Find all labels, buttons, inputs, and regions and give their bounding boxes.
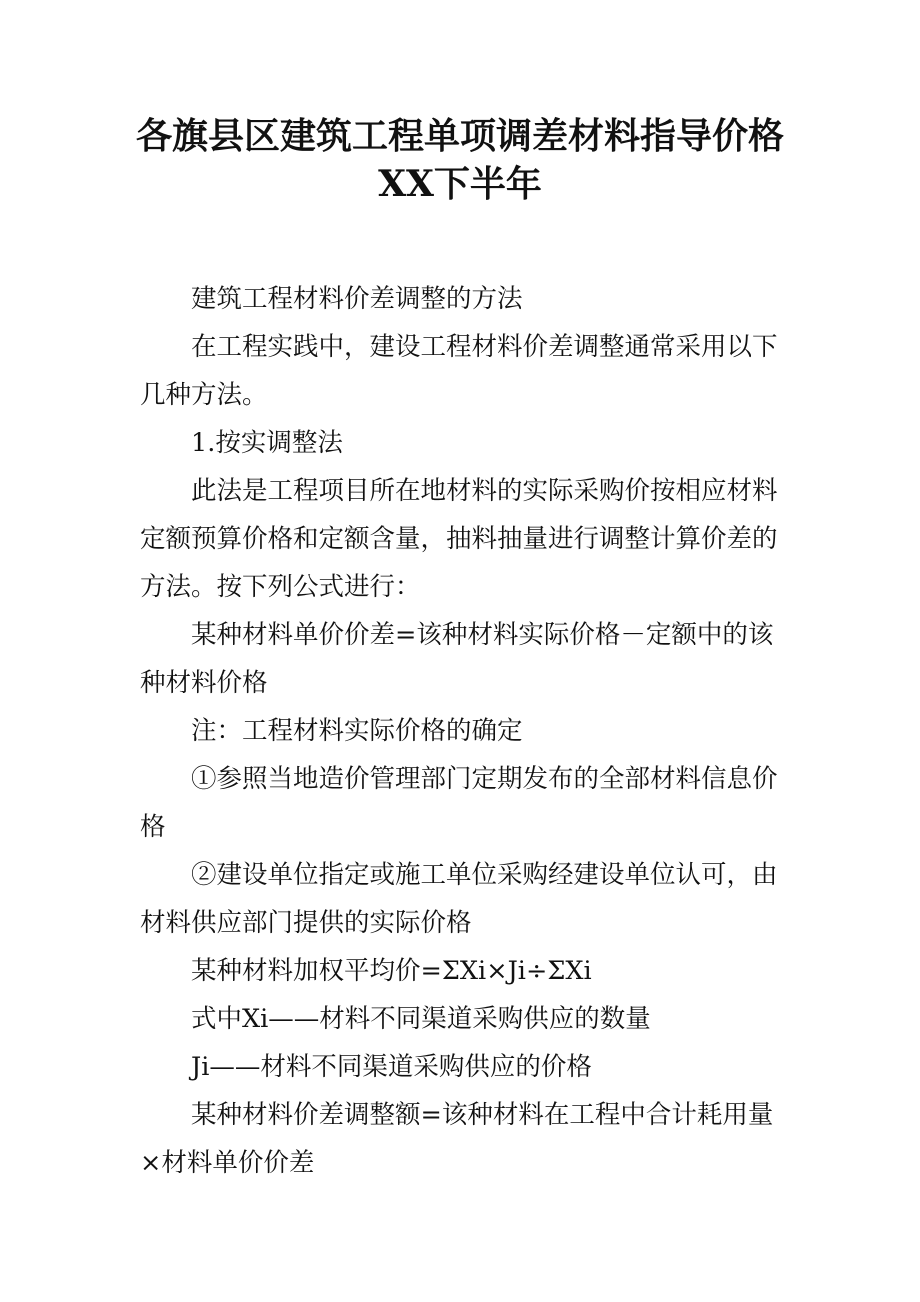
paragraph: 在工程实践中，建设工程材料价差调整通常采用以下几种方法。: [140, 332, 778, 410]
formula-adjustment-amount: 某种材料价差调整额=该种材料在工程中合计耗用量×材料单价价差: [140, 1100, 774, 1178]
paragraph: 此法是工程项目所在地材料的实际采购价按相应材料定额预算价格和定额含量，抽料抽量进行调整计算价差的方法。按下列公式进行：: [140, 476, 778, 602]
paragraph-method-1: 1.按实调整法: [191, 428, 343, 458]
document-title: 各旗县区建筑工程单项调差材料指导价格XX下半年: [135, 115, 784, 205]
note-item-1: ①参照当地造价管理部门定期发布的全部材料信息价格: [140, 764, 778, 842]
paragraph-heading: 建筑工程材料价差调整的方法: [191, 284, 523, 314]
document-body: [140, 275, 785, 1187]
note: 注：工程材料实际价格的确定: [191, 716, 523, 746]
formula-weighted-average: 某种材料加权平均价=ΣXi×Ji÷ΣXi: [191, 956, 592, 986]
formula-definition-xi: 式中Xi——材料不同渠道采购供应的数量: [191, 1004, 651, 1034]
formula-definition-ji: Ji——材料不同渠道采购供应的价格: [191, 1052, 592, 1082]
note-item-2: ②建设单位指定或施工单位采购经建设单位认可，由材料供应部门提供的实际价格: [140, 860, 778, 938]
formula-unit-price-diff: 某种材料单价价差=该种材料实际价格－定额中的该种材料价格: [140, 620, 774, 698]
